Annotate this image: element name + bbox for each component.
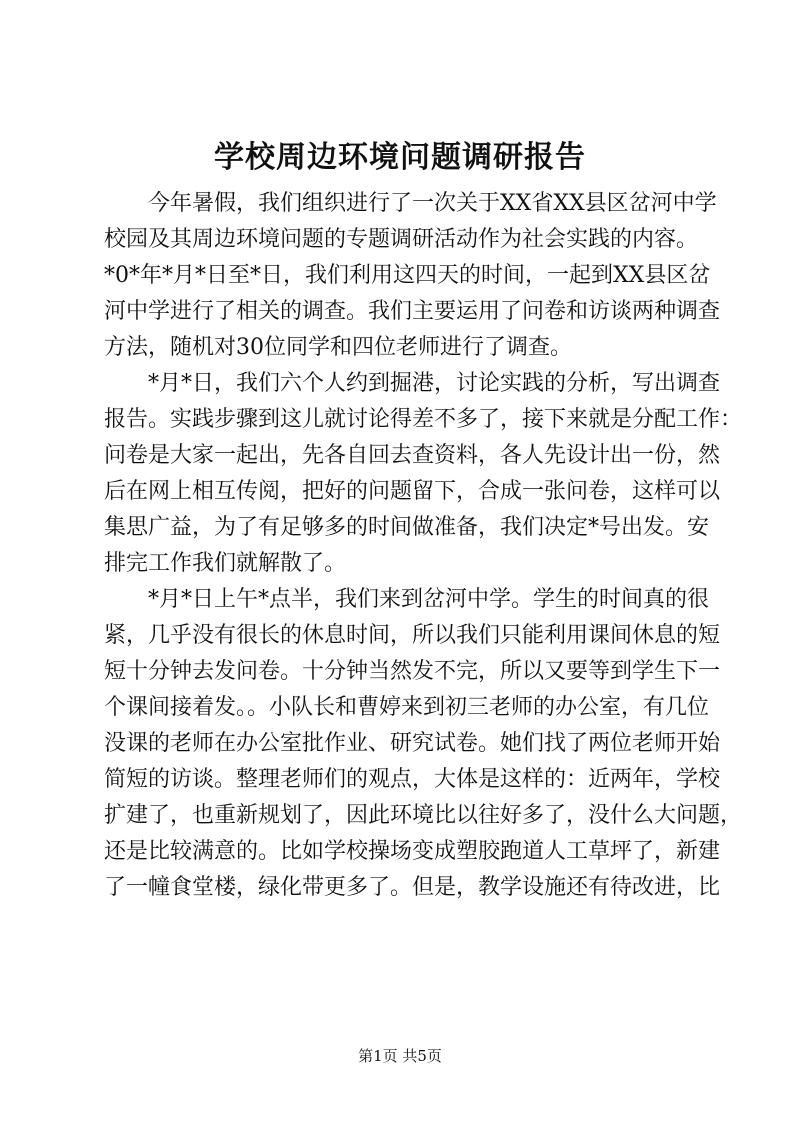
body-line: 还是比较满意的。比如学校操场变成塑胶跑道人工草坪了，新建 <box>104 839 721 864</box>
body-line: 短十分钟去发问卷。十分钟当然发不完，所以又要等到学生下一 <box>104 659 721 684</box>
body-line: 集思广益，为了有足够多的时间做准备，我们决定*号出发。安 <box>104 515 710 540</box>
body-line: 紧，几乎没有很长的休息时间，所以我们只能利用课间休息的短 <box>104 623 721 648</box>
body-line: 后在网上相互传阅，把好的问题留下，合成一张问卷，这样可以 <box>104 479 721 504</box>
body-line: 河中学进行了相关的调查。我们主要运用了问卷和访谈两种调查 <box>104 299 721 324</box>
page-footer: 第1页 共5页 <box>358 1047 442 1065</box>
body-line: 方法，随机对30位同学和四位老师进行了调查。 <box>104 335 572 360</box>
body-line: 排完工作我们就解散了。 <box>104 551 347 576</box>
body-line: 了一幢食堂楼，绿化带更多了。但是，教学设施还有待改进，比 <box>104 875 721 900</box>
body-line: 扩建了，也重新规划了，因此环境比以往好多了，没什么大问题， <box>104 803 743 828</box>
document-title: 学校周边环境问题调研报告 <box>214 140 586 175</box>
body-line: 校园及其周边环境问题的专题调研活动作为社会实践的内容。 <box>104 227 699 252</box>
body-line: 简短的访谈。整理老师们的观点，大体是这样的：近两年，学校 <box>104 767 721 792</box>
body-line: 没课的老师在办公室批作业、研究试卷。她们找了两位老师开始 <box>104 731 721 756</box>
body-line: *0*年*月*日至*日，我们利用这四天的时间，一起到XX县区岔 <box>104 263 711 288</box>
body-line: 今年暑假，我们组织进行了一次关于XX省XX县区岔河中学 <box>148 191 717 216</box>
body-line: 问卷是大家一起出，先各自回去查资料，各人先设计出一份，然 <box>104 443 721 468</box>
body-line: 个课间接着发。。小队长和曹婷来到初三老师的办公室，有几位 <box>104 695 710 720</box>
body-line: 报告。实践步骤到这儿就讨论得差不多了，接下来就是分配工作： <box>104 407 743 432</box>
body-line: *月*日上午*点半，我们来到岔河中学。学生的时间真的很 <box>148 587 710 612</box>
body-line: *月*日，我们六个人约到掘港，讨论实践的分析，写出调查 <box>148 371 721 396</box>
